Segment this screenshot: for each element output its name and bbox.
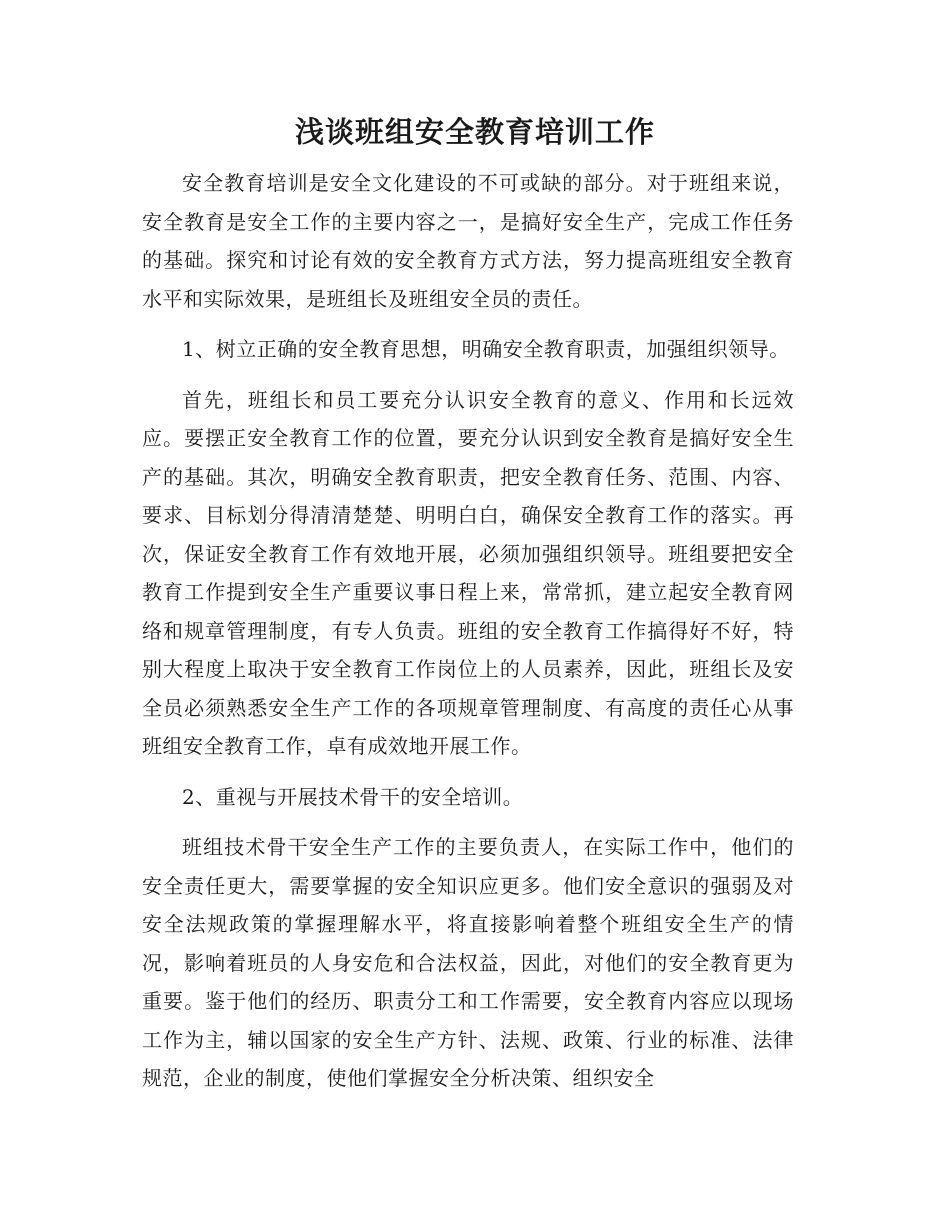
paragraph-section-2: 班组技术骨干安全生产工作的主要负责人，在实际工作中，他们的安全责任更大，需要掌握的安全知识应更多。他们安全意识的强弱及对安全法规政策的掌握理解水平，将直接影响着整个班组安全生产的情况，影响着班员的人身安危和合法权益，因此，对他们的安全教育更为重要。鉴于他们的经历、职责分工和工作需要，安全教育内容应以现场工作为主，辅以国家的安全生产方针、法规、政策、行业的标准、法律规范，企业的制度，使他们掌握安全分析决策、组织安全 [142,835,794,1090]
document-title: 浅谈班组安全教育培训工作 [294,115,655,149]
document-body [142,164,794,1098]
section-heading-1: 1、树立正确的安全教育思想，明确安全教育职责，加强组织领导。 [182,337,790,361]
paragraph-intro: 安全教育培训是安全文化建设的不可或缺的部分。对于班组来说，安全教育是安全工作的主要内容之一，是搞好安全生产，完成工作任务的基础。探究和讨论有效的安全教育方式方法，努力提高班组安全教育水平和实际效果，是班组长及班组安全员的责任。 [142,171,794,311]
paragraph-section-1: 首先，班组长和员工要充分认识安全教育的意义、作用和长远效应。要摆正安全教育工作的位置，要充分认识到安全教育是搞好安全生产的基础。其次，明确安全教育职责，把安全教育任务、范围、内容、要求、目标划分得清清楚楚、明明白白，确保安全教育工作的落实。再次，保证安全教育工作有效地开展，必须加强组织领导。班组要把安全教育工作提到安全生产重要议事日程上来，常常抓，建立起安全教育网络和规章管理制度，有专人负责。班组的安全教育工作搞得好不好，特别大程度上取决于安全教育工作岗位上的人员素养，因此，班组长及安全员必须熟悉安全生产工作的各项规章管理制度、有高度的责任心从事班组安全教育工作，卓有成效地开展工作。 [142,387,794,758]
section-heading-2: 2、重视与开展技术骨干的安全培训。 [182,784,524,809]
